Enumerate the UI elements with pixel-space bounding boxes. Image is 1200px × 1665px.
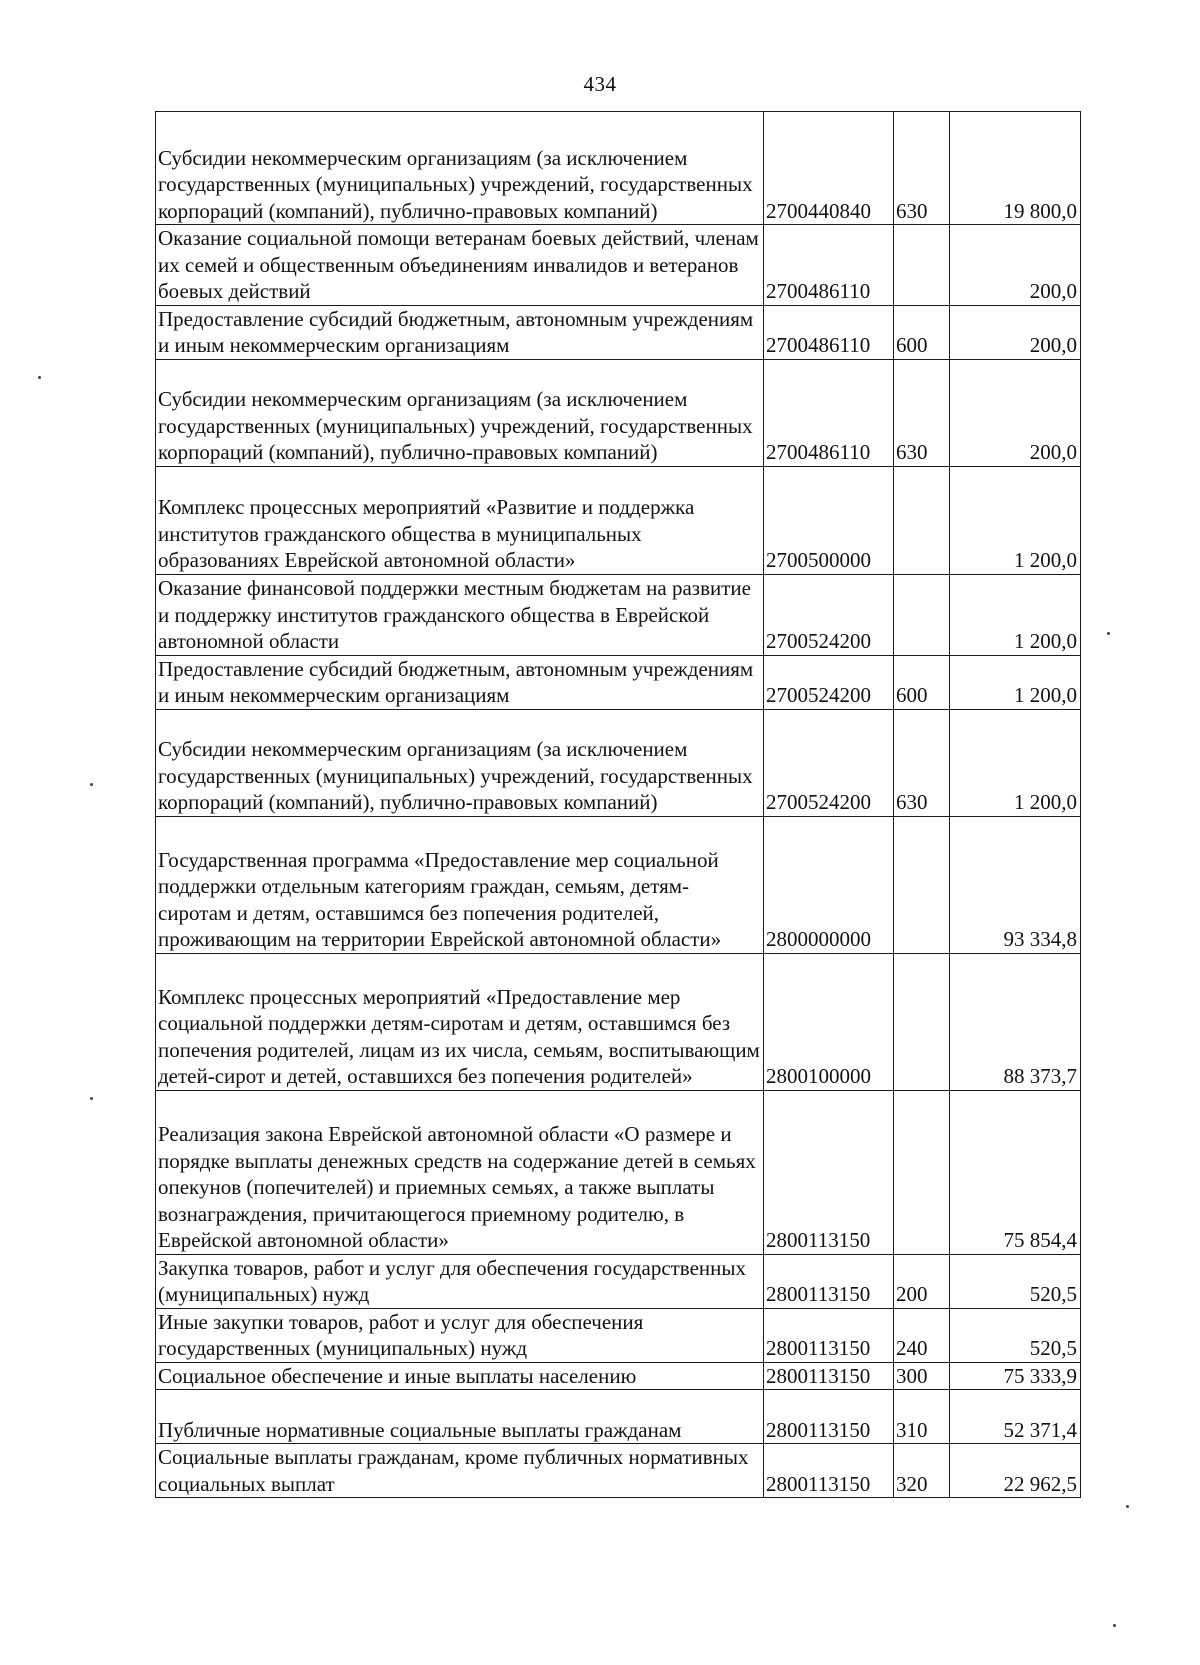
row-type: 300	[894, 1362, 950, 1390]
table-row	[156, 1390, 1081, 1444]
row-name: Государственная программа «Предоставление мер социальной поддержки отдельным категориям граждан, семьям, детям-сиротам и детям, оставшимся без попечения родителей, проживающим на территории Еврейской автономной области»	[156, 816, 764, 953]
row-sum: 22 962,5	[950, 1444, 1081, 1498]
scan-speck	[1113, 1624, 1116, 1627]
row-code: 2700524200	[764, 709, 894, 816]
row-code: 2700440840	[764, 112, 894, 225]
row-type: 240	[894, 1308, 950, 1362]
row-sum: 200,0	[950, 225, 1081, 306]
table-row	[156, 953, 1081, 1090]
row-name: Социальные выплаты гражданам, кроме публичных нормативных социальных выплат	[156, 1444, 764, 1498]
row-code: 2700500000	[764, 466, 894, 574]
row-sum: 1 200,0	[950, 655, 1081, 709]
table-row	[156, 359, 1081, 466]
row-type: 200	[894, 1254, 950, 1308]
row-type	[894, 1090, 950, 1254]
row-name: Иные закупки товаров, работ и услуг для обеспечения государственных (муниципальных) нужд	[156, 1308, 764, 1362]
row-code: 2800113150	[764, 1090, 894, 1254]
row-code: 2800113150	[764, 1362, 894, 1390]
table-row	[156, 225, 1081, 306]
table-row	[156, 466, 1081, 574]
page-number: 434	[583, 72, 617, 96]
row-type	[894, 466, 950, 574]
row-sum: 520,5	[950, 1254, 1081, 1308]
table-row	[156, 1362, 1081, 1390]
row-name: Предоставление субсидий бюджетным, автономным учреждениям и иным некоммерческим организациям	[156, 655, 764, 709]
row-sum: 19 800,0	[950, 112, 1081, 225]
row-name: Оказание социальной помощи ветеранам боевых действий, членам их семей и общественным объединениям инвалидов и ветеранов боевых действий	[156, 225, 764, 306]
row-sum: 200,0	[950, 359, 1081, 466]
row-type: 310	[894, 1390, 950, 1444]
row-name: Реализация закона Еврейской автономной области «О размере и порядке выплаты денежных средств на содержание детей в семьях опекунов (попечителей) и приемных семьях, а также выплаты вознаграждения, причитающегося приемному родителю, в Еврейской автономной области»	[156, 1090, 764, 1254]
row-sum: 52 371,4	[950, 1390, 1081, 1444]
row-type: 600	[894, 305, 950, 359]
row-sum: 1 200,0	[950, 466, 1081, 574]
row-name: Социальное обеспечение и иные выплаты населению	[156, 1362, 764, 1390]
table-row	[156, 574, 1081, 655]
row-type: 320	[894, 1444, 950, 1498]
row-name: Субсидии некоммерческим организациям (за исключением государственных (муниципальных) учреждений, государственных корпораций (компаний), публично-правовых компаний)	[156, 359, 764, 466]
row-sum: 93 334,8	[950, 816, 1081, 953]
row-name: Комплекс процессных мероприятий «Развитие и поддержка институтов гражданского общества в муниципальных образованиях Еврейской автономной области»	[156, 466, 764, 574]
row-type	[894, 953, 950, 1090]
table-row	[156, 1254, 1081, 1308]
budget-table	[155, 111, 1081, 1498]
row-type: 630	[894, 709, 950, 816]
table-row	[156, 709, 1081, 816]
row-name: Публичные нормативные социальные выплаты гражданам	[156, 1390, 764, 1444]
row-code: 2800000000	[764, 816, 894, 953]
row-code: 2800113150	[764, 1254, 894, 1308]
row-sum: 520,5	[950, 1308, 1081, 1362]
row-type: 600	[894, 655, 950, 709]
table-row	[156, 1444, 1081, 1498]
table-row	[156, 112, 1081, 225]
row-code: 2800113150	[764, 1390, 894, 1444]
row-code: 2800100000	[764, 953, 894, 1090]
row-type	[894, 225, 950, 306]
table-row	[156, 1090, 1081, 1254]
row-code: 2700486110	[764, 305, 894, 359]
row-name: Закупка товаров, работ и услуг для обеспечения государственных (муниципальных) нужд	[156, 1254, 764, 1308]
scan-speck	[1126, 1505, 1129, 1508]
row-sum: 200,0	[950, 305, 1081, 359]
budget-table-body	[156, 112, 1081, 1498]
table-row	[156, 305, 1081, 359]
row-sum: 88 373,7	[950, 953, 1081, 1090]
row-name: Оказание финансовой поддержки местным бюджетам на развитие и поддержку институтов гражданского общества в Еврейской автономной области	[156, 574, 764, 655]
row-code: 2700524200	[764, 574, 894, 655]
row-sum: 1 200,0	[950, 709, 1081, 816]
row-type: 630	[894, 359, 950, 466]
row-sum: 75 333,9	[950, 1362, 1081, 1390]
row-name: Субсидии некоммерческим организациям (за исключением государственных (муниципальных) учреждений, государственных корпораций (компаний), публично-правовых компаний)	[156, 112, 764, 225]
table-row	[156, 655, 1081, 709]
row-code: 2700486110	[764, 225, 894, 306]
row-code: 2800113150	[764, 1308, 894, 1362]
row-name: Предоставление субсидий бюджетным, автономным учреждениям и иным некоммерческим организациям	[156, 305, 764, 359]
scan-speck	[90, 1097, 93, 1100]
table-row	[156, 816, 1081, 953]
table-row	[156, 1308, 1081, 1362]
row-sum: 1 200,0	[950, 574, 1081, 655]
row-name: Комплекс процессных мероприятий «Предоставление мер социальной поддержки детям-сиротам и детям, оставшимся без попечения родителей, лицам из их числа, семьям, воспитывающим детей-сирот и детей, оставшихся без попечения родителей»	[156, 953, 764, 1090]
row-type: 630	[894, 112, 950, 225]
row-code: 2800113150	[764, 1444, 894, 1498]
row-code: 2700486110	[764, 359, 894, 466]
row-type	[894, 816, 950, 953]
row-sum: 75 854,4	[950, 1090, 1081, 1254]
scan-speck	[38, 376, 41, 379]
row-type	[894, 574, 950, 655]
scan-speck	[90, 783, 93, 786]
row-name: Субсидии некоммерческим организациям (за исключением государственных (муниципальных) учреждений, государственных корпораций (компаний), публично-правовых компаний)	[156, 709, 764, 816]
scan-speck	[1107, 632, 1110, 635]
row-code: 2700524200	[764, 655, 894, 709]
